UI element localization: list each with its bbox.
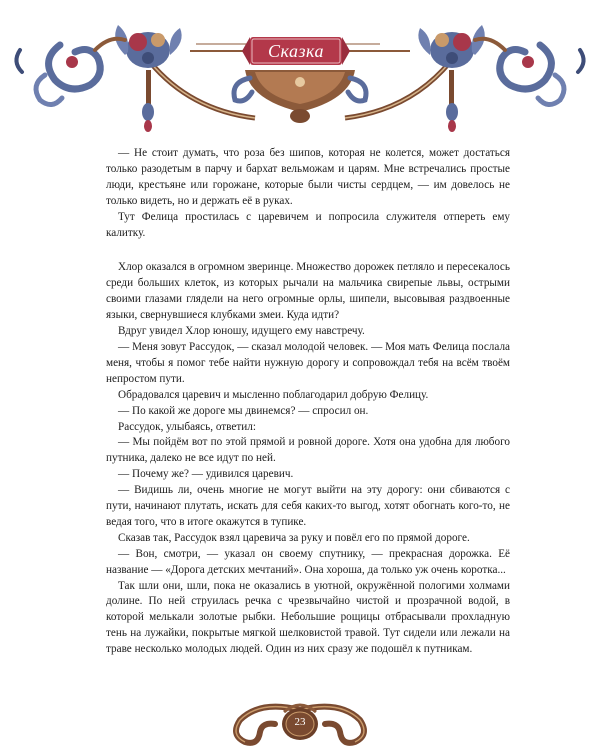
paragraph: — Меня зовут Рассудок, — сказал молодой человек. — Моя мать Фелица послала меня, чтобы я помог тебе найти нужную дорогу и сопровождал тебя на всём твоём непростом пути.	[106, 340, 510, 385]
paragraph: — По какой же дороге мы двинемся? — спросил он.	[118, 404, 369, 417]
section-title: Сказка	[268, 41, 324, 61]
paragraph: Хлор оказался в огромном зверинце. Множество дорожек петляло и пересекалось среди больших клеток, из которых рычали на мальчика свирепые львы, острыми своими глазами глядели на него огромные орлы, шипели, высовывая раздвоенные языки, свернувшиеся клубками змеи. Куда идти?	[106, 261, 510, 322]
paragraph: — Мы пойдём вот по этой прямой и ровной дороге. Хотя она удобна для любого путника, далеко не все идут по ней.	[106, 436, 510, 465]
paragraph: — Видишь ли, очень многие не могут выйти на эту дорогу: они сбиваются с пути, начинают плутать, искать для себя каких-то выгод, хотят обогнать кого-то, не ведая того, что в итоге окажутся в тупике.	[106, 484, 510, 528]
paragraph: — Вон, смотри, — указал он своему спутнику, — прекрасная дорожка. Её название — «Дорога детских мечтаний». Она хороша, да только уж очень коротка...	[106, 547, 510, 576]
page-body	[106, 146, 510, 658]
paragraph: Тут Фелица простилась с царевичем и попросила служителя отпереть ему калитку.	[106, 210, 510, 239]
paragraph: — Почему же? — удивился царевич.	[118, 468, 294, 481]
page-number: 23	[294, 716, 306, 728]
paragraph: — Не стоит думать, что роза без шипов, которая не колется, может достаться только разодетым в парчу и бархат вельможам и царям. Мне встречались простые люди, крестьяне или горожане, которые были чисты сердцем, — им довелось не только видеть, но и держать её в руках.	[106, 147, 510, 207]
paragraph: Так шли они, шли, пока не оказались в уютной, окружённой пологими холмами долине. По ней струилась речка с чрезвычайно чистой и прозрачной водой, в которой мелькали золотые рыбки. Небольшие рощицы отбрасывали прохладную тень на лужайки, покрытые мягкой шелковистой травой. Тут сидели или лежали на траве несколько молодых людей. Один из них сразу же подошёл к путникам.	[106, 579, 510, 656]
paragraph: Вдруг увидел Хлор юношу, идущего ему навстречу.	[118, 325, 365, 338]
paragraph: Сказав так, Рассудок взял царевича за руку и повёл его по прямой дороге.	[118, 531, 470, 544]
paragraph: Обрадовался царевич и мысленно поблагодарил добрую Фелицу.	[118, 388, 429, 401]
paragraph: Рассудок, улыбаясь, ответил:	[118, 420, 256, 433]
header-ornament	[0, 0, 600, 135]
